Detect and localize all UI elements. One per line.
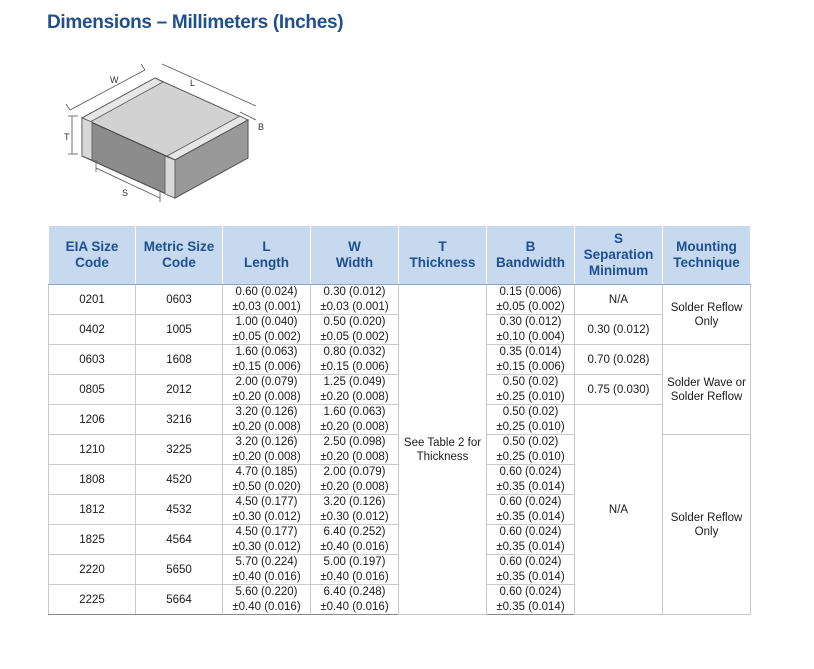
length-cell: 5.70 (0.224) ±0.40 (0.016) [223, 555, 311, 585]
mounting-cell: Solder Reflow Only [663, 285, 751, 345]
width-cell: 0.50 (0.020) ±0.05 (0.002) [311, 315, 399, 345]
width-cell: 5.00 (0.197) ±0.40 (0.016) [311, 555, 399, 585]
length-cell: 0.60 (0.024) ±0.03 (0.001) [223, 285, 311, 315]
bandwidth-cell: 0.60 (0.024) ±0.35 (0.014) [487, 525, 575, 555]
bandwidth-cell: 0.50 (0.02) ±0.25 (0.010) [487, 435, 575, 465]
header-length: L Length [223, 226, 311, 285]
length-cell: 4.70 (0.185) ±0.50 (0.020) [223, 465, 311, 495]
eia-cell: 0201 [49, 285, 136, 315]
bandwidth-cell: 0.60 (0.024) ±0.35 (0.014) [487, 585, 575, 615]
table-header-row [49, 226, 751, 285]
eia-cell: 2220 [49, 555, 136, 585]
header-metric-size-code: Metric Size Code [136, 226, 223, 285]
separation-cell: N/A [575, 405, 663, 615]
length-cell: 2.00 (0.079) ±0.20 (0.008) [223, 375, 311, 405]
dimensions-table [48, 225, 751, 615]
header-mounting-technique: Mounting Technique [663, 226, 751, 285]
width-cell: 1.60 (0.063) ±0.20 (0.008) [311, 405, 399, 435]
bandwidth-cell: 0.15 (0.006) ±0.05 (0.002) [487, 285, 575, 315]
eia-cell: 0603 [49, 345, 136, 375]
mounting-cell: Solder Wave or Solder Reflow [663, 345, 751, 435]
separation-cell: 0.75 (0.030) [575, 375, 663, 405]
mounting-cell: Solder Reflow Only [663, 435, 751, 615]
length-cell: 3.20 (0.126) ±0.20 (0.008) [223, 435, 311, 465]
length-cell: 5.60 (0.220) ±0.40 (0.016) [223, 585, 311, 615]
table-row [49, 285, 751, 315]
eia-cell: 1812 [49, 495, 136, 525]
metric-cell: 4564 [136, 525, 223, 555]
bandwidth-cell: 0.60 (0.024) ±0.35 (0.014) [487, 555, 575, 585]
chip-capacitor-dimension-diagram [60, 50, 290, 220]
end-cap-front-right [165, 156, 175, 198]
metric-cell: 4520 [136, 465, 223, 495]
bandwidth-cell: 0.35 (0.014) ±0.15 (0.006) [487, 345, 575, 375]
eia-cell: 1825 [49, 525, 136, 555]
length-cell: 4.50 (0.177) ±0.30 (0.012) [223, 525, 311, 555]
t-label: T [64, 132, 70, 142]
width-cell: 1.25 (0.049) ±0.20 (0.008) [311, 375, 399, 405]
thickness-cell: See Table 2 for Thickness [399, 285, 487, 615]
end-cap-front-left [82, 118, 92, 160]
length-cell: 3.20 (0.126) ±0.20 (0.008) [223, 405, 311, 435]
metric-cell: 3216 [136, 405, 223, 435]
metric-cell: 1005 [136, 315, 223, 345]
eia-cell: 2225 [49, 585, 136, 615]
w-label: W [110, 75, 119, 85]
eia-cell: 1206 [49, 405, 136, 435]
width-cell: 0.30 (0.012) ±0.03 (0.001) [311, 285, 399, 315]
l-label: L [190, 78, 196, 88]
metric-cell: 4532 [136, 495, 223, 525]
header-thickness: T Thickness [399, 226, 487, 285]
s-label: S [122, 188, 129, 198]
eia-cell: 1210 [49, 435, 136, 465]
bandwidth-cell: 0.60 (0.024) ±0.35 (0.014) [487, 465, 575, 495]
header-bandwidth: B Bandwidth [487, 226, 575, 285]
page-title: Dimensions – Millimeters (Inches) [47, 12, 344, 33]
width-cell: 0.80 (0.032) ±0.15 (0.006) [311, 345, 399, 375]
eia-cell: 0805 [49, 375, 136, 405]
bandwidth-cell: 0.50 (0.02) ±0.25 (0.010) [487, 375, 575, 405]
separation-cell: N/A [575, 285, 663, 315]
metric-cell: 1608 [136, 345, 223, 375]
metric-cell: 0603 [136, 285, 223, 315]
bandwidth-cell: 0.60 (0.024) ±0.35 (0.014) [487, 495, 575, 525]
header-eia-size-code: EIA Size Code [49, 226, 136, 285]
width-cell: 6.40 (0.248) ±0.40 (0.016) [311, 585, 399, 615]
metric-cell: 5650 [136, 555, 223, 585]
separation-cell: 0.30 (0.012) [575, 315, 663, 345]
width-cell: 6.40 (0.252) ±0.40 (0.016) [311, 525, 399, 555]
width-cell: 2.50 (0.098) ±0.20 (0.008) [311, 435, 399, 465]
length-cell: 1.60 (0.063) ±0.15 (0.006) [223, 345, 311, 375]
width-cell: 3.20 (0.126) ±0.30 (0.012) [311, 495, 399, 525]
eia-cell: 0402 [49, 315, 136, 345]
metric-cell: 3225 [136, 435, 223, 465]
bandwidth-cell: 0.50 (0.02) ±0.25 (0.010) [487, 405, 575, 435]
b-label: B [258, 122, 265, 132]
length-cell: 1.00 (0.040) ±0.05 (0.002) [223, 315, 311, 345]
header-width: W Width [311, 226, 399, 285]
metric-cell: 5664 [136, 585, 223, 615]
separation-cell: 0.70 (0.028) [575, 345, 663, 375]
metric-cell: 2012 [136, 375, 223, 405]
width-cell: 2.00 (0.079) ±0.20 (0.008) [311, 465, 399, 495]
bandwidth-cell: 0.30 (0.012) ±0.10 (0.004) [487, 315, 575, 345]
eia-cell: 1808 [49, 465, 136, 495]
header-separation-minimum: S Separation Minimum [575, 226, 663, 285]
length-cell: 4.50 (0.177) ±0.30 (0.012) [223, 495, 311, 525]
